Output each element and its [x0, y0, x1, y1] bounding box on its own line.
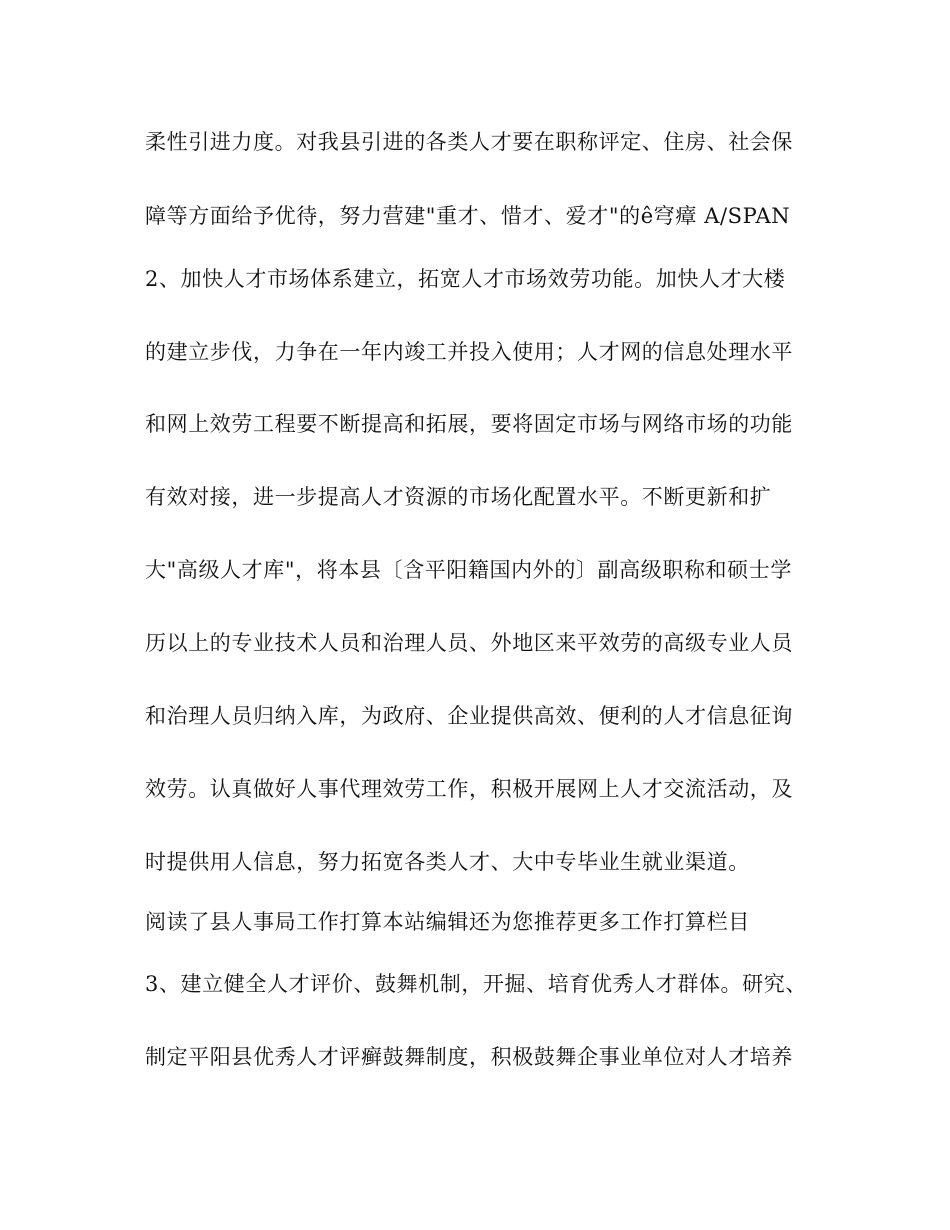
- text-line-11: 时提供用人信息，努力拓宽各类人才、大中专毕业生就业渠道。: [145, 850, 750, 874]
- text-line-7: 大"高级人才库"，将本县〔含平阳籍国内外的〕副高级职称和硕士学: [145, 558, 792, 582]
- text-line-2: 障等方面给予优待，努力营建"重才、惜才、爱才"的ê穹瘴 A/SPAN: [145, 204, 791, 228]
- text-line-9: 和治理人员归纳入库，为政府、企业提供高效、便利的人才信息征询: [145, 704, 793, 728]
- text-line-4: 的建立步伐，力争在一年内竣工并投入使用；人才网的信息处理水平: [145, 340, 793, 364]
- text-line-5: 和网上效劳工程要不断提高和拓展，要将固定市场与网络市场的功能: [145, 412, 793, 436]
- text-line-13: 3、建立健全人才评价、鼓舞机制，开掘、培育优秀人才群体。研究、: [145, 972, 807, 996]
- text-line-10: 效劳。认真做好人事代理效劳工作，积极开展网上人才交流活动，及: [145, 777, 793, 801]
- text-line-1: 柔性引进力度。对我县引进的各类人才要在职称评定、住房、社会保: [145, 130, 793, 154]
- text-line-3: 2、加快人才市场体系建立，拓宽人才市场效劳功能。加快人才大楼: [145, 267, 786, 291]
- text-line-6: 有效对接，进一步提高人才资源的市场化配置水平。不断更新和扩: [145, 485, 772, 509]
- text-line-12: 阅读了县人事局工作打算本站编辑还为您推荐更多工作打算栏目: [145, 910, 750, 934]
- text-line-8: 历以上的专业技术人员和治理人员、外地区来平效劳的高级专业人员: [145, 631, 793, 655]
- text-line-14: 制定平阳县优秀人才评癣鼓舞制度，积极鼓舞企事业单位对人才培养: [145, 1045, 793, 1069]
